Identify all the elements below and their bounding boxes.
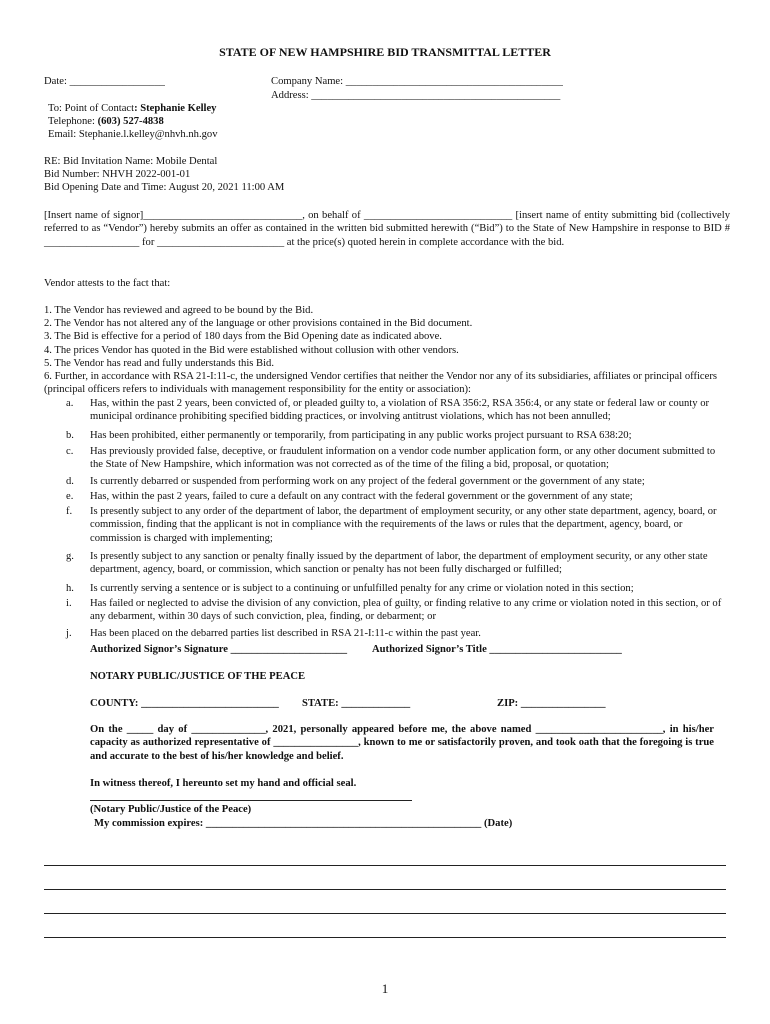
numbered-item-4: 4. The prices Vendor has quoted in the Bid were established without collusion with other vendors. [44, 345, 459, 356]
commission-expires-field: My commission expires: ____________________________________________________ (Date) [94, 818, 513, 829]
numbered-item-5: 5. The Vendor has read and fully understands this Bid. [44, 358, 274, 369]
blank-line [44, 889, 726, 890]
contact-label: To: Point of Contact [48, 103, 135, 114]
bid-opening-date: Bid Opening Date and Time: August 20, 2021 11:00 AM [44, 182, 285, 193]
item-text: Has, within the past 2 years, failed to cure a default on any contract with the federal government or the government of any state; [90, 491, 633, 502]
item-letter: d. [66, 476, 74, 487]
item-text: Is currently serving a sentence or is subject to a continuing or unfulfilled penalty for any crime or violation noted in this section; [90, 583, 634, 594]
witness-statement: In witness thereof, I hereunto set my hand and official seal. [90, 778, 357, 789]
item-text: Is presently subject to any order of the department of labor, the department of employment security, or any other state department, agency, board, or commission, finding that the applicant is not in compliance with the requirements of the laws or rules that the department, agency, board, or commission is charged with implementing; [90, 506, 717, 544]
signor-paragraph: [Insert name of signor]______________________________, on behalf of ____________________________ [insert name of entity submitting bid (collectively referred to as “Vendor”) hereby submits an offer as contained in the written bid submitted herewith (“Bid”) to the State of New Hampshire in response to BID # __________________ for ________________________ at the price(s) quoted herein in complete accordance with the bid. [44, 210, 730, 248]
item-letter: f. [66, 506, 73, 517]
item-text: Has been placed on the debarred parties list described in RSA 21-I:11-c within the past year. [90, 628, 481, 639]
notary-heading: NOTARY PUBLIC/JUSTICE OF THE PEACE [90, 671, 306, 682]
item-letter: b. [66, 430, 74, 441]
telephone-number: (603) 527-4838 [97, 116, 164, 127]
contact-name: : Stephanie Kelley [134, 103, 217, 114]
notary-signature-line [90, 800, 412, 801]
blank-line [44, 913, 726, 914]
zip-field: ZIP: ________________ [497, 698, 606, 709]
blank-line [44, 937, 726, 938]
item-text: Is currently debarred or suspended from performing work on any project of the federal government or the government of any state; [90, 476, 645, 487]
item-text: Has been prohibited, either permanently or temporarily, from participating in any public works project pursuant to RSA 638:20; [90, 430, 632, 441]
item-letter: i. [66, 598, 72, 609]
numbered-item-3: 3. The Bid is effective for a period of 180 days from the Bid Opening date as indicated above. [44, 331, 442, 342]
point-of-contact [48, 102, 216, 115]
email-line: Email: Stephanie.l.kelley@nhvh.nh.gov [48, 129, 218, 140]
bid-invitation-name: RE: Bid Invitation Name: Mobile Dental [44, 156, 218, 167]
date-field: Date: __________________ [44, 76, 165, 87]
bid-number: Bid Number: NHVH 2022-001-01 [44, 169, 191, 180]
item-letter: g. [66, 551, 74, 562]
item-letter: e. [66, 491, 74, 502]
company-name-field: Company Name: _________________________________________ [271, 76, 563, 87]
document-title: STATE OF NEW HAMPSHIRE BID TRANSMITTAL LETTER [219, 45, 551, 59]
notary-appearance-paragraph: On the _____ day of ______________, 2021, personally appeared before me, the above named ________________________, in his/her capacity as authorized representative of ________________, known to me or satisfactorily proven, and took oath that the foregoing is true and accurate to the best of his/her knowledge and belief. [90, 724, 714, 762]
item-letter: a. [66, 398, 74, 409]
attests-line: Vendor attests to the fact that: [44, 278, 171, 289]
numbered-item-1: 1. The Vendor has reviewed and agreed to be bound by the Bid. [44, 305, 314, 316]
item-text: Has, within the past 2 years, been convicted of, or pleaded guilty to, a violation of RSA 356:2, RSA 356:4, or any state or federal law or county or municipal ordinance prohibiting specified bidding practices, or involving antitrust violations, which has not been annulled; [90, 398, 710, 423]
telephone-label: Telephone: [48, 116, 98, 127]
telephone-line [48, 115, 164, 128]
item-letter: h. [66, 583, 74, 594]
blank-line [44, 865, 726, 866]
signor-signature-line: Authorized Signor’s Signature ______________________ [90, 644, 348, 655]
state-field: STATE: _____________ [302, 698, 411, 709]
county-field: COUNTY: __________________________ [90, 698, 279, 709]
item-text: Is presently subject to any sanction or penalty finally issued by the department of labor, the department of employment security, or any other state department, agency, board, or commission, which sanction or penalty has not been fully discharged or fulfilled; [90, 551, 708, 576]
item-letter: c. [66, 446, 74, 457]
address-field: Address: _______________________________________________ [271, 90, 561, 101]
signor-title-line: Authorized Signor’s Title _________________________ [372, 644, 622, 655]
item-text: Has previously provided false, deceptive, or fraudulent information on a vendor code number application form, or any other document submitted to the State of New Hampshire, which information was not corrected as of the time of the filing a bid, proposal, or quotation; [90, 446, 716, 471]
numbered-item-2: 2. The Vendor has not altered any of the language or other provisions contained in the Bid document. [44, 318, 473, 329]
page-number: 1 [381, 981, 389, 996]
notary-label: (Notary Public/Justice of the Peace) [90, 804, 252, 815]
item-letter: j. [66, 628, 72, 639]
numbered-item-6: 6. Further, in accordance with RSA 21-I:11-c, the undersigned Vendor certifies that neither the Vendor nor any of its subsidiaries, affiliates or principal officers (principal officers refers to individuals with management responsibility for the entity or association): [44, 371, 717, 396]
item-text: Has failed or neglected to advise the division of any conviction, plea of guilty, or finding relative to any crime or violation noted in this section, or of any debarment, within 30 days of such conviction, plea, finding, or debarment; or [90, 598, 722, 623]
